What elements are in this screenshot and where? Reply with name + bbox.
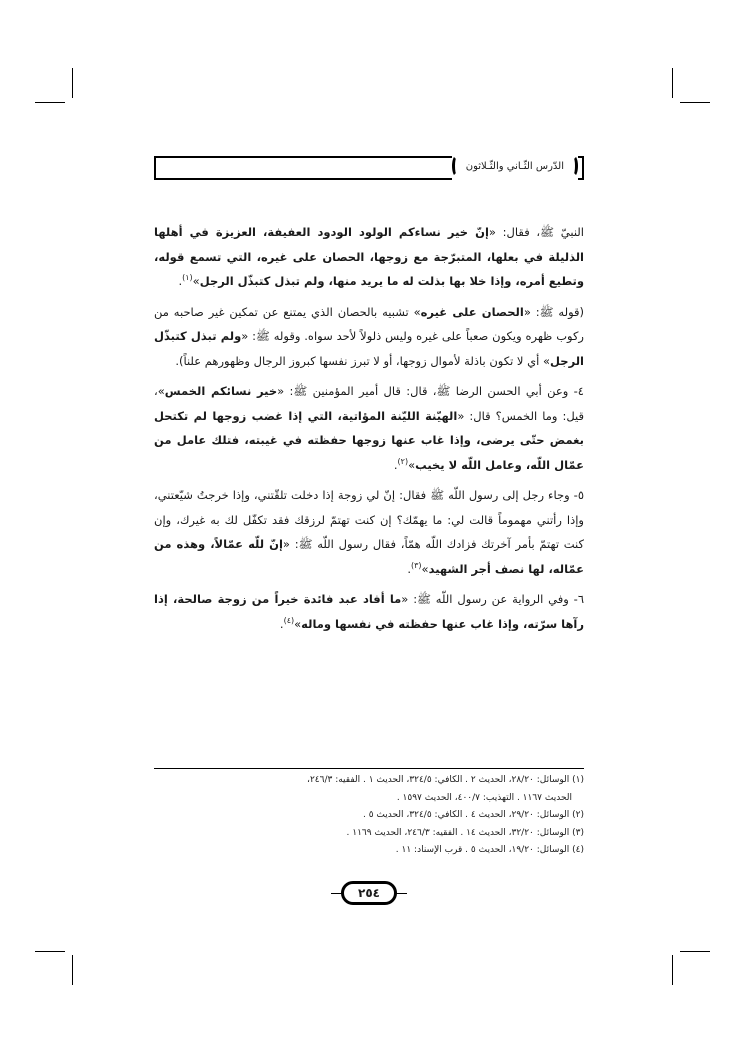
paragraph-text: (قوله ﷺ: « [523,304,584,319]
crop-mark [35,102,65,103]
paragraph-text: النبيّ ﷺ، فقال: « [488,225,584,239]
footnote-text: (٣) الوسائل: ٣٢/٢٠، الحديث ١٤ . الفقيه: ٢٤٦/٣، الحديث ١١٦٩ . [346,827,584,838]
paragraph-text: . [393,457,398,472]
hadith-quote: ولم تبذل كتبذّل الرجل [154,329,584,368]
paragraph-text: . [178,274,183,288]
paragraph-text: » [421,561,429,576]
footnote-ref: (١) [182,273,193,283]
paragraph [154,483,584,581]
crop-mark [680,951,710,952]
crop-mark [680,102,710,103]
paragraph-text: ٥- وجاء رجل إلى رسول اللّه ﷺ فقال: إنّ لي زوجة إذا دخلت تلقّتني، وإذا خرجتُ شيّعتني، وإذا رأتني مهموماً قالت لي: ما يهمّك؟ إن كنت تهتمّ لرزقك فقد تكفّل لك به غيرك، وإن كنت تهتمّ بأمر آخرتك فزادك اللّه همّاً، فقال رسول اللّه ﷺ: « [154,488,584,551]
paragraph [154,379,584,477]
header-title: الدّرس الثّـاني والثّـلاثون [452,156,578,180]
page-number: ٢٥٤ [341,881,397,905]
crop-mark [72,955,73,985]
document-page [154,150,584,910]
footnote [154,825,584,843]
paragraph [154,300,584,374]
hadith-quote: ما أفاد عبد فائدة خيراً من زوجة صالحة، إذا رآها سرّته، وإذا غاب عنها حفظته في نفسها وماله [154,592,584,631]
crop-mark [72,68,73,98]
footnote [154,842,584,860]
footnote-text: (٢) الوسائل: ٢٩/٢٠، الحديث ٤ . الكافي: ٣٢٤/٥، الحديث ٥ . [362,810,584,820]
footnote-text: (٤) الوسائل: ١٩/٢٠، الحديث ٥ . قرب الإسناد: ١١ . [395,845,584,855]
crop-mark [672,955,673,985]
hadith-quote: الهيّنة الليّنة المؤاتية، التي إذا غضب زوجها لم تكتحل بغمض حتّى يرضى، وإذا غاب عنها زوجها حفظته في غيبته، فتلك عامل من عمّال اللّه، وعامل اللّه لا يخيب [154,408,584,472]
footnote-text: الحديث ١١٦٧ . التهذيب: ٤٠٠/٧، الحديث ١٥٩٧ . [396,792,572,803]
paragraph-text: » [192,274,200,288]
paragraph-text: » تشبيه بالحصان الذي يمتنع عن تمكين غير صاحبه من ركوب ظهره ويكون صعباً على غيره وليس ذلولاً لأحد سواه. وقوله ﷺ: « [154,304,584,343]
crop-mark [35,951,65,952]
paragraph [154,220,584,294]
paragraph [154,587,584,636]
crop-mark [672,68,673,98]
hadith-quote: خير نسائكم الخمس [164,384,278,398]
footnote-divider [154,768,584,769]
paragraph-text: ٤- وعن أبي الحسن الرضا ﷺ، قال: قال أمير المؤمنين ﷺ: « [277,384,584,398]
hadith-quote: إنّ خير نساءكم الولود الودود العفيفة، العزيزة في أهلها الذليلة في بعلها، المتبرّجة مع زوجها، الحصان على غيره، التي تسمع قوله، وتطيع أمره، وإذا خلا بها بذلت له ما يريد منها، ولم تبذل كتبذّل الرجل [154,225,584,288]
paragraph-text: » [294,616,302,631]
paragraph-text: » أي لا تكون باذلة لأموال زوجها، أو لا تبرز نفسها كبروز الرجال وظهورهم علناً). [175,353,551,368]
paragraph-text: ٦- وفي الرواية عن رسول اللّه ﷺ: « [401,592,584,606]
footnote-ref: (٢) [397,456,409,466]
paragraph-text: » [408,457,416,472]
footnotes [154,772,584,860]
footnote-ref: (٣) [410,560,422,570]
footnote [154,807,584,825]
paragraph-text: . [407,561,411,576]
footnote-ref: (٤) [283,615,295,625]
footnote [154,772,584,807]
hadith-quote: الحصان على غيره [420,304,524,319]
paragraph-text: »، قيل: وما الخمس؟ قال: « [154,384,584,423]
body-text [154,220,584,642]
hadith-quote: إنّ للّه عمّالاً، وهذه من عمّاله، لها نصف أجر الشهيد [154,537,584,576]
running-header [154,156,584,180]
footnote-text: (١) الوسائل: ٢٨/٢٠، الحديث ٢ . الكافي: ٣٢٤/٥، الحديث ١ . الفقيه: ٢٤٦/٣، [307,775,584,785]
paragraph-text: . [279,616,284,631]
